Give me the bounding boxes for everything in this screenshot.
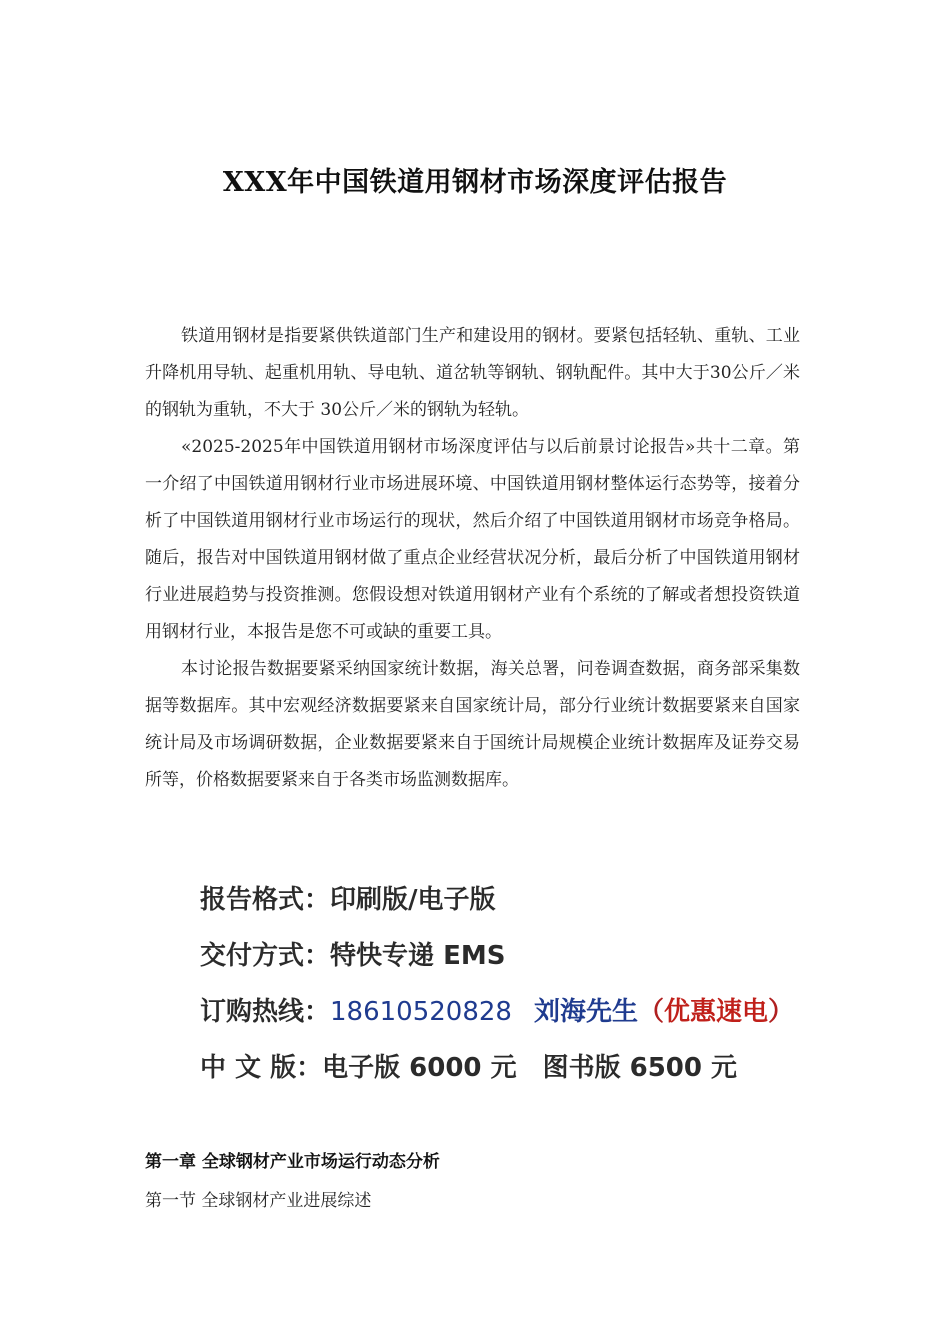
delivery-method-value: 特快专递 EMS (330, 941, 506, 971)
delivery-method-row (200, 928, 820, 984)
hotline-phone-number: 18610520828 (330, 997, 512, 1027)
report-format-value: 印刷版/电子版 (330, 885, 496, 915)
promo-paren-open: （ (638, 997, 665, 1027)
delivery-method-label: 交付方式： (200, 941, 331, 971)
order-hotline-label: 订购热线： (200, 997, 331, 1027)
print-price: 图书版 6500 元 (542, 1053, 738, 1083)
chinese-edition-label: 中 文 版： (200, 1053, 323, 1083)
section-heading: 第一节 全球钢材产业进展综述 (145, 1191, 372, 1211)
contact-person: 刘海先生 (533, 997, 638, 1027)
report-format-label: 报告格式： (200, 885, 331, 915)
order-hotline-row (200, 984, 820, 1040)
promo-text: 优惠速电 (664, 997, 769, 1027)
report-format-row (200, 872, 820, 928)
ebook-price: 电子版 6000 元 (322, 1053, 517, 1083)
report-body (145, 318, 800, 799)
report-title: XXX年中国铁道用钢材市场深度评估报告 (222, 167, 728, 198)
paragraph-sources: 本讨论报告数据要紧采纳国家统计数据，海关总署，问卷调查数据，商务部采集数据等数据库。其中宏观经济数据要紧来自国家统计局，部分行业统计数据要紧来自国家统计局及市场调研数据，企业数据要紧来自于国统计局规模企业统计数据库及证券交易所等，价格数据要紧来自于各类市场监测数据库。 (145, 659, 800, 790)
promo-paren-close: ） (768, 997, 795, 1027)
chinese-edition-row (200, 1040, 820, 1096)
paragraph-summary: «2025-2025年中国铁道用钢材市场深度评估与以后前景讨论报告»共十二章。第一介绍了中国铁道用钢材行业市场进展环境、中国铁道用钢材整体运行态势等，接着分析了中国铁道用钢材行业市场运行的现状，然后介绍了中国铁道用钢材市场竞争格局。随后，报告对中国铁道用钢材做了重点企业经营状况分析，最后分析了中国铁道用钢材行业进展趋势与投资推测。您假设想对铁道用钢材产业有个系统的了解或者想投资铁道用钢材行业，本报告是您不可或缺的重要工具。 (145, 437, 800, 642)
paragraph-intro: 铁道用钢材是指要紧供铁道部门生产和建设用的钢材。要紧包括轻轨、重轨、工业升降机用导轨、起重机用轨、导电轨、道岔轨等钢轨、钢轨配件。其中大于30公斤／米的钢轨为重轨，不大于 30公斤／米的钢轨为轻轨。 (145, 326, 800, 420)
chapter-heading: 第一章 全球钢材产业市场运行动态分析 (145, 1152, 440, 1172)
order-info-block (200, 872, 820, 1096)
